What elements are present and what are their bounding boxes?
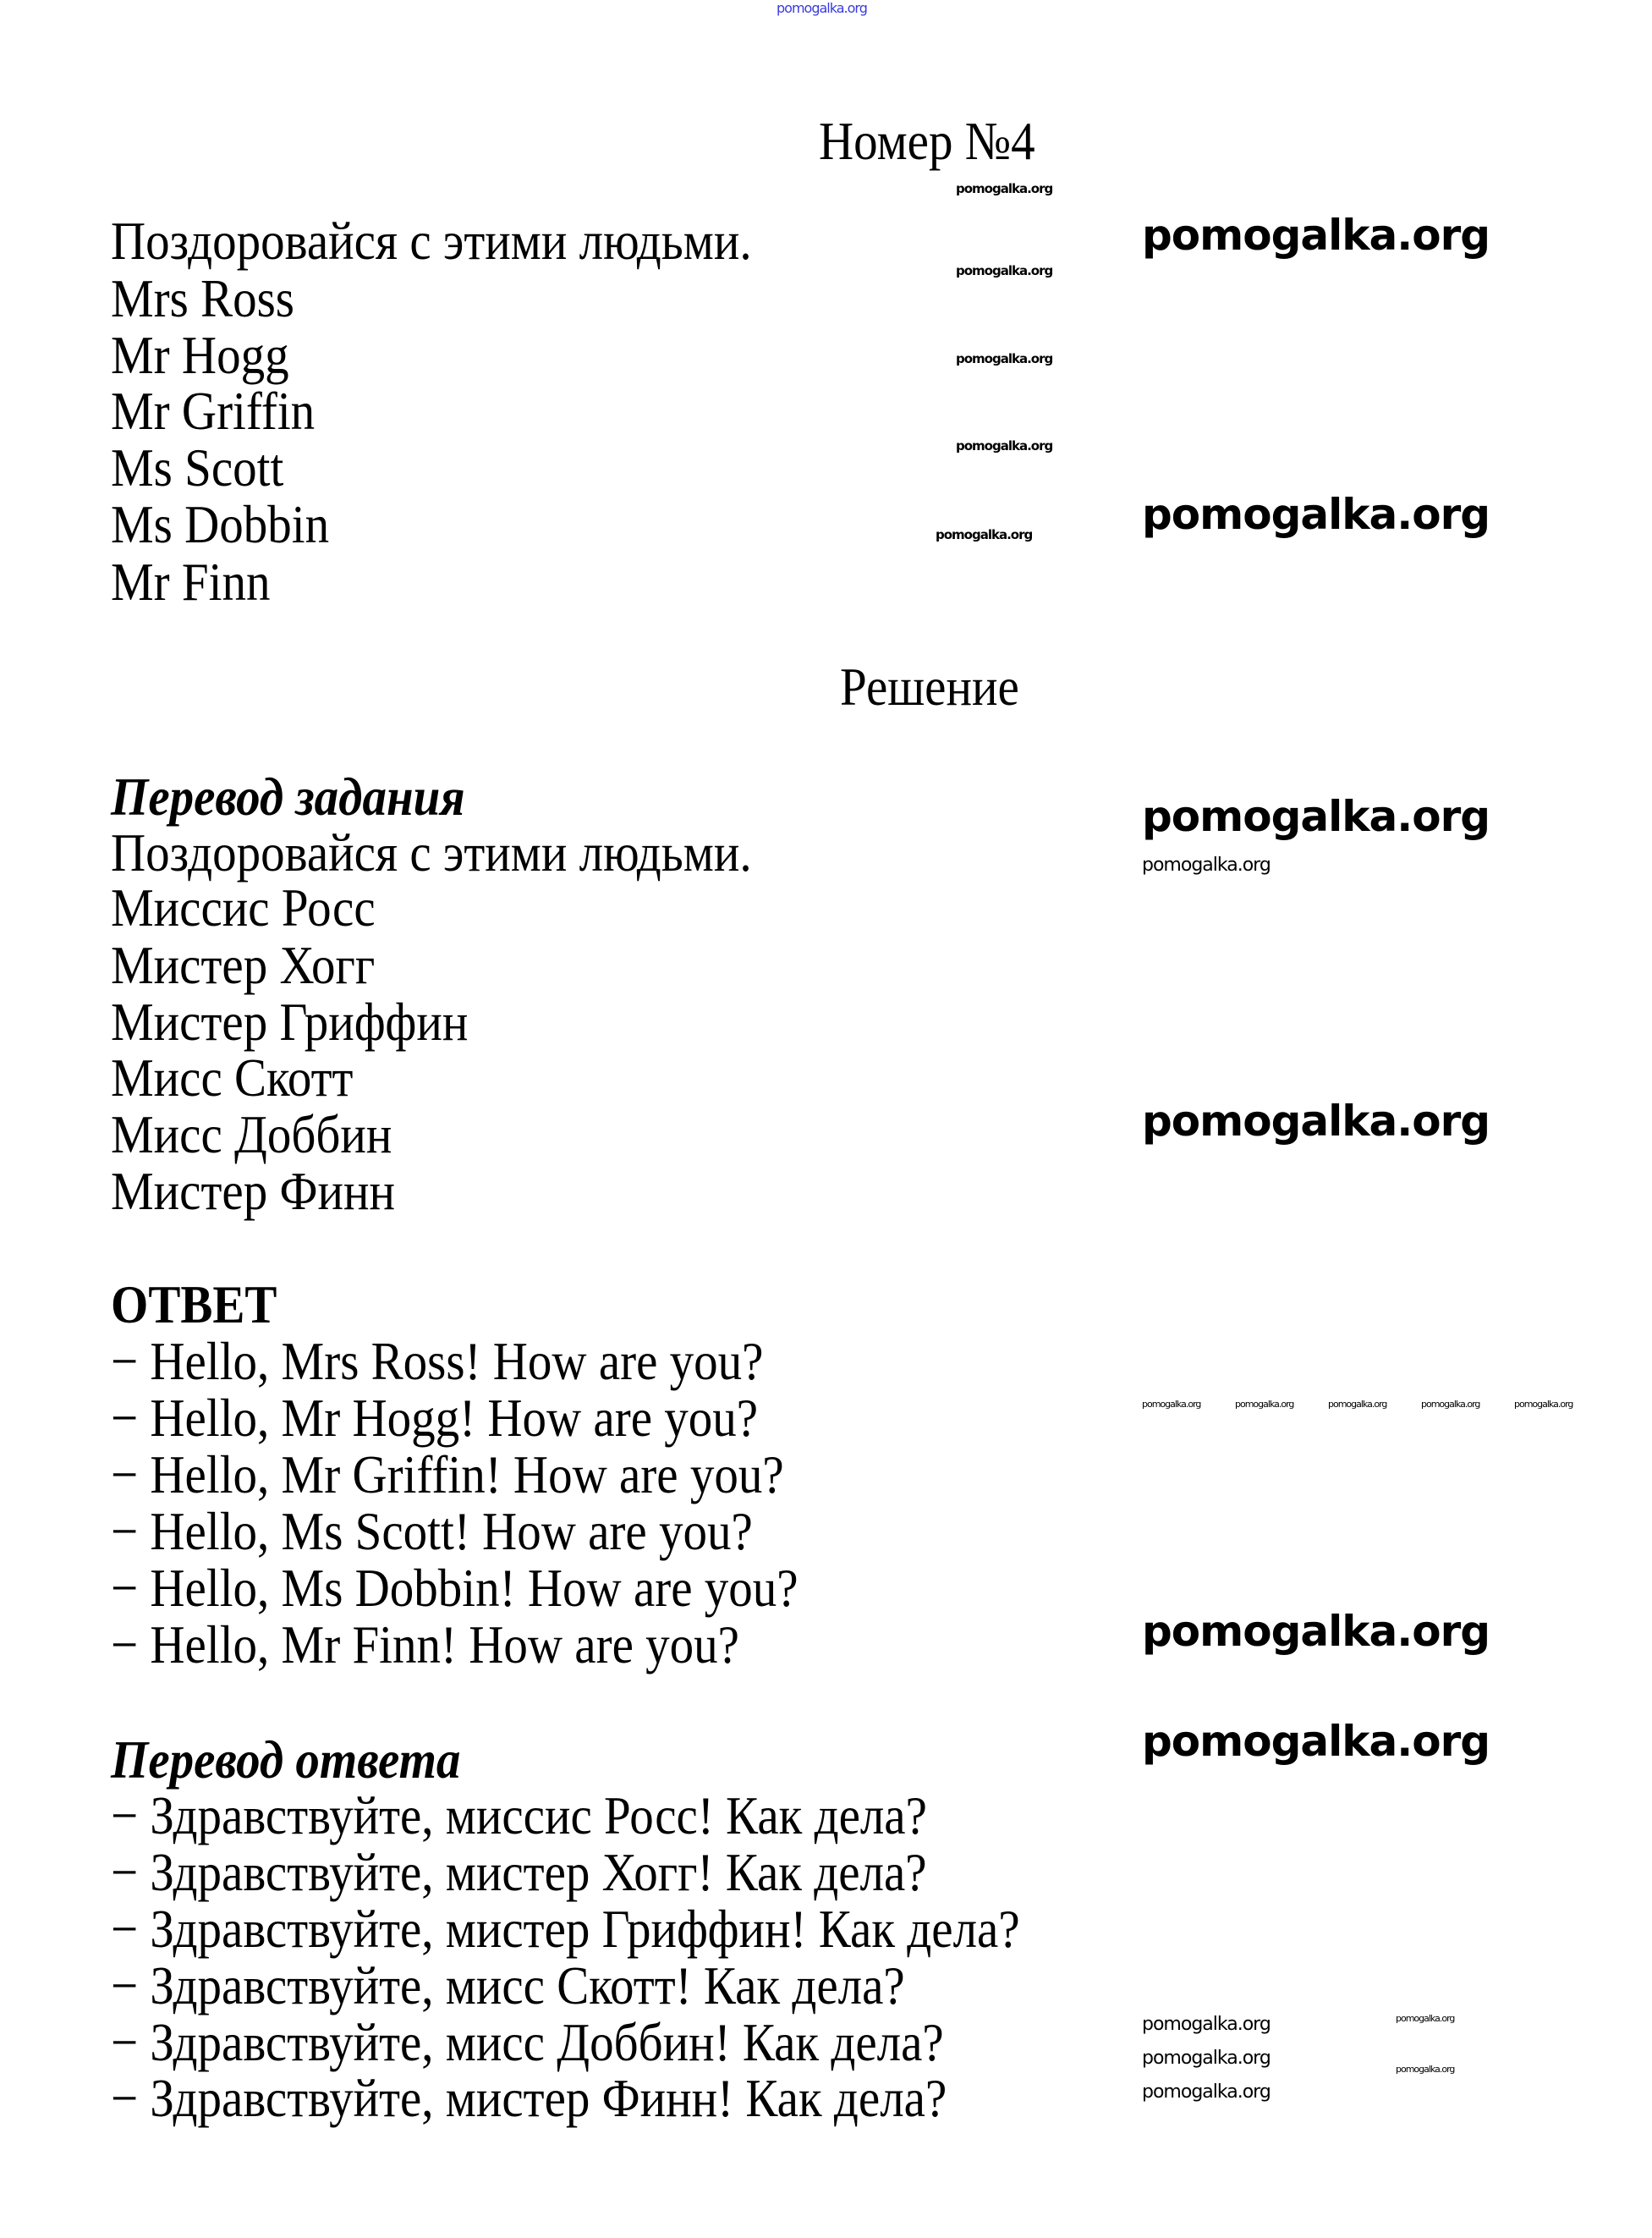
task-name: Mr Hogg xyxy=(111,326,289,386)
watermark: pomogalka.org xyxy=(1142,211,1490,260)
answer-translation-heading: Перевод ответа xyxy=(111,1730,461,1790)
answer-line: − Hello, Ms Scott! How are you? xyxy=(111,1502,753,1562)
watermark: pomogalka.org xyxy=(956,181,1053,196)
translation-name: Мисс Скотт xyxy=(111,1048,354,1108)
answer-line: − Hello, Mr Finn! How are you? xyxy=(111,1615,739,1675)
translation-name: Мистер Хогг xyxy=(111,936,376,996)
translation-instruction: Поздоровайся с этими людьми. xyxy=(111,823,752,883)
task-name: Ms Dobbin xyxy=(111,495,330,555)
watermark: pomogalka.org xyxy=(1235,1399,1294,1410)
watermark: pomogalka.org xyxy=(1142,2048,1271,2069)
watermark: pomogalka.org xyxy=(1514,1399,1573,1410)
watermark: pomogalka.org xyxy=(1142,1607,1490,1656)
answer-translation-line: − Здравствуйте, мисс Скотт! Как дела? xyxy=(111,1956,905,2016)
header-watermark-link[interactable]: pomogalka.org xyxy=(777,0,867,16)
watermark: pomogalka.org xyxy=(936,527,1033,542)
answer-translation-line: − Здравствуйте, мистер Хогг! Как дела? xyxy=(111,1843,927,1903)
answer-translation-line: − Здравствуйте, мисс Доббин! Как дела? xyxy=(111,2013,944,2073)
task-name: Mr Finn xyxy=(111,553,271,613)
task-translation-heading: Перевод задания xyxy=(111,767,465,828)
page-title: Номер №4 xyxy=(819,112,1035,172)
translation-name: Мистер Гриффин xyxy=(111,993,469,1053)
answer-translation-line: − Здравствуйте, мистер Финн! Как дела? xyxy=(111,2069,947,2129)
task-name: Ms Scott xyxy=(111,438,284,498)
task-name: Mr Griffin xyxy=(111,382,316,442)
watermark: pomogalka.org xyxy=(1396,2013,1455,2024)
translation-name: Миссис Росс xyxy=(111,878,376,938)
watermark: pomogalka.org xyxy=(1142,2014,1271,2035)
watermark: pomogalka.org xyxy=(1142,855,1271,876)
task-name: Mrs Ross xyxy=(111,269,294,329)
answer-line: − Hello, Mrs Ross! How are you? xyxy=(111,1332,764,1392)
answer-translation-line: − Здравствуйте, миссис Росс! Как дела? xyxy=(111,1786,927,1846)
watermark: pomogalka.org xyxy=(1142,1717,1490,1766)
translation-name: Мисс Доббин xyxy=(111,1105,392,1165)
watermark: pomogalka.org xyxy=(1328,1399,1387,1410)
solution-label: Решение xyxy=(840,657,1019,718)
answer-translation-line: − Здравствуйте, мистер Гриффин! Как дела? xyxy=(111,1900,1020,1960)
answer-line: − Hello, Mr Griffin! How are you? xyxy=(111,1445,784,1505)
answer-line: − Hello, Mr Hogg! How are you? xyxy=(111,1388,759,1449)
watermark: pomogalka.org xyxy=(956,438,1053,454)
watermark: pomogalka.org xyxy=(1142,2081,1271,2103)
watermark: pomogalka.org xyxy=(1142,1097,1490,1146)
watermark: pomogalka.org xyxy=(1421,1399,1480,1410)
translation-name: Мистер Финн xyxy=(111,1162,395,1222)
answer-heading: ОТВЕТ xyxy=(111,1275,277,1335)
watermark: pomogalka.org xyxy=(956,351,1053,366)
watermark: pomogalka.org xyxy=(956,263,1053,278)
task-instruction: Поздоровайся с этими людьми. xyxy=(111,212,752,272)
watermark: pomogalka.org xyxy=(1396,2064,1455,2075)
watermark: pomogalka.org xyxy=(1142,1399,1201,1410)
watermark: pomogalka.org xyxy=(1142,792,1490,841)
answer-line: − Hello, Ms Dobbin! How are you? xyxy=(111,1559,799,1619)
watermark: pomogalka.org xyxy=(1142,490,1490,539)
